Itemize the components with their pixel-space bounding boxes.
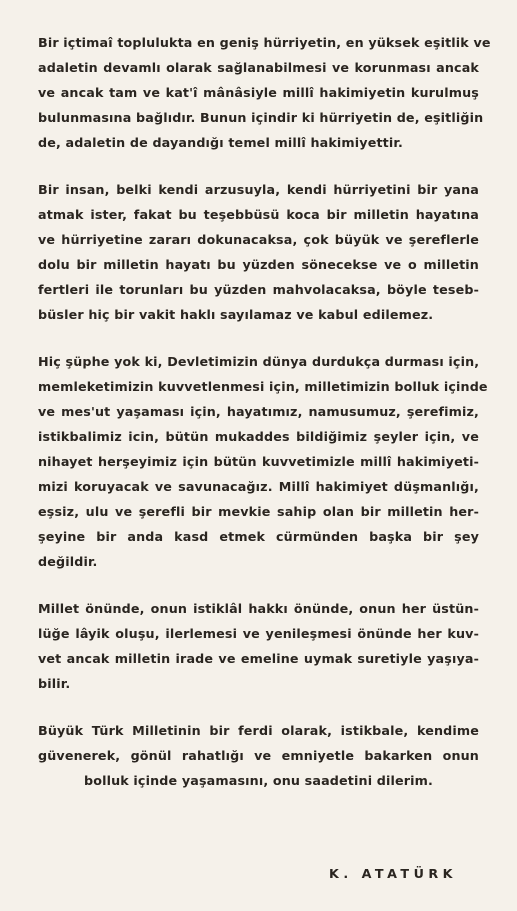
paragraph-line: ve ancak tam ve kat'î mânâsiyle millî hakimiyetin kurulmuş <box>38 85 479 100</box>
paragraph-line: Bir insan, belki kendi arzusuyla, kendi hürriyetini bir yana <box>38 182 479 197</box>
paragraph-4 <box>38 596 479 696</box>
paragraph-line: bilir. <box>38 676 71 691</box>
paragraph-line: Büyük Türk Milletinin bir ferdi olarak, istikbale, kendime <box>38 723 479 738</box>
paragraph-line: fertleri ile torunları bu yüzden mahvolacaksa, böyle teseb- <box>38 282 479 297</box>
paragraph-line: eşsiz, ulu ve şerefli bir mevkie sahip olan bir milletin her- <box>38 504 479 519</box>
paragraph-line: adaletin devamlı olarak sağlanabilmesi ve korunması ancak <box>38 60 479 75</box>
paragraph-line: vet ancak milletin irade ve emeline uymak suretiyle yaşıya- <box>38 651 479 666</box>
paragraph-line: bulunmasına bağlıdır. Bunun içindir ki hürriyetin de, eşitliğin <box>38 110 484 125</box>
paragraph-line: Bir içtimaî toplulukta en geniş hürriyetin, en yüksek eşitlik ve <box>38 35 491 50</box>
signature: K. ATATÜRK <box>329 866 457 881</box>
paragraph-line: Hiç şüphe yok ki, Devletimizin dünya durdukça durması için, <box>38 354 480 369</box>
paragraph-line: istikbalimiz icin, bütün mukaddes bildiğimiz şeyler için, ve <box>38 429 479 444</box>
paragraph-line: atmak ister, fakat bu teşebbüsü koca bir milletin hayatına <box>38 207 479 222</box>
paragraph-line: memleketimizin kuvvetlenmesi için, milletimizin bolluk içinde <box>38 379 488 394</box>
paragraph-line: ve hürriyetine zararı dokunacaksa, çok büyük ve şereflerle <box>38 232 479 247</box>
paragraph-line: büsler hiç bir vakit haklı sayılamaz ve kabul edilemez. <box>38 307 434 322</box>
paragraph-line: mizi koruyacak ve savunacağız. Millî hakimiyet düşmanlığı, <box>38 479 479 494</box>
paragraph-line: bolluk içinde yaşamasını, onu saadetini dilerim. <box>84 773 433 788</box>
paragraph-line: lüğe lâyik oluşu, ilerlemesi ve yenileşmesi önünde her kuv- <box>38 626 479 641</box>
paragraph-line: şeyine bir anda kasd etmek cürmünden başka bir şey <box>38 529 479 544</box>
paragraph-5 <box>38 718 479 793</box>
paragraph-2 <box>38 177 479 327</box>
paragraph-line: de, adaletin de dayandığı temel millî hakimiyettir. <box>38 135 403 150</box>
paragraph-line: nihayet herşeyimiz için bütün kuvvetimizle millî hakimiyeti- <box>38 454 479 469</box>
paragraph-1 <box>38 30 491 155</box>
paragraph-line: Millet önünde, onun istiklâl hakkı önünde, onun her üstün- <box>38 601 479 616</box>
paragraph-3 <box>38 349 488 574</box>
paragraph-line: ve mes'ut yaşaması için, hayatımız, namusumuz, şerefimiz, <box>38 404 479 419</box>
paragraph-line: dolu bir milletin hayatı bu yüzden sönecekse ve o milletin <box>38 257 479 272</box>
paragraph-line: güvenerek, gönül rahatlığı ve emniyetle bakarken onun <box>38 748 479 763</box>
paragraph-line: değildir. <box>38 554 98 569</box>
